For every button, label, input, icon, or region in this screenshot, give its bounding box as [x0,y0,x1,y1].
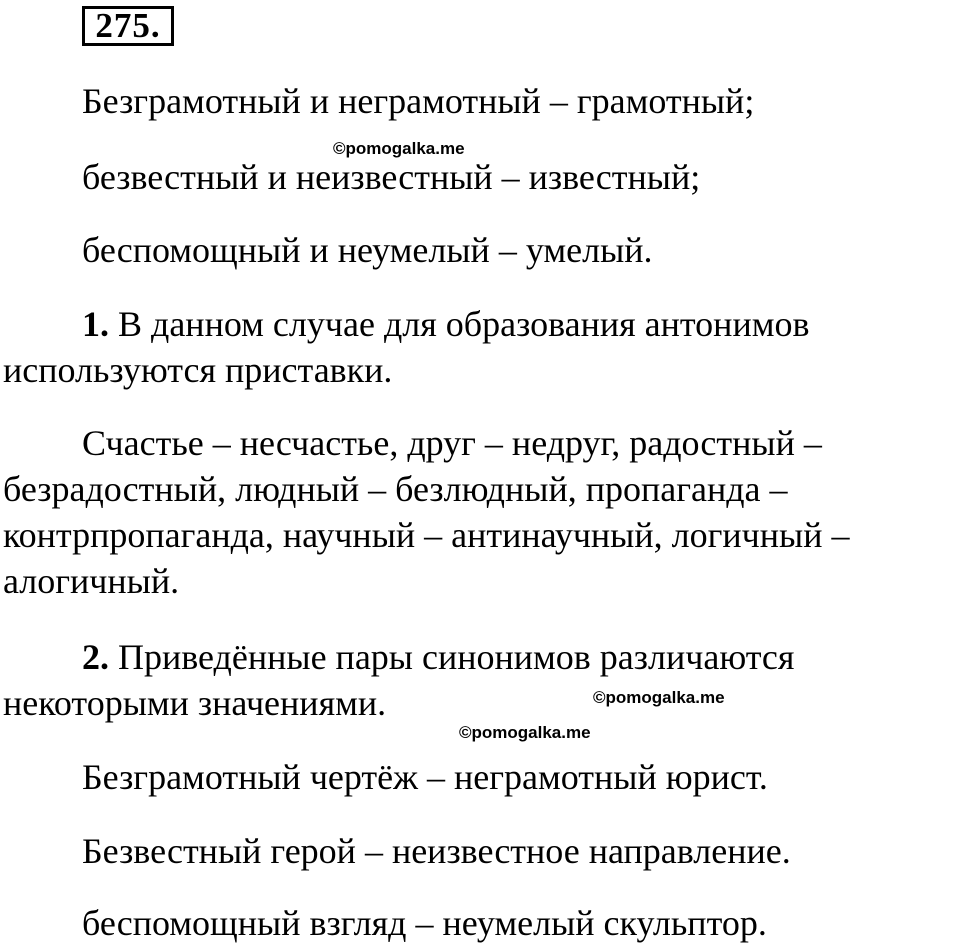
point-2-label: 2. [82,637,109,677]
point-2-text: Приведённые пары синонимов различаются некоторыми значениями. [3,637,795,723]
task-number: 275. [82,6,174,46]
antonym-line-3: беспомощный и неумелый – умелый. [82,230,653,270]
point-1-label: 1. [82,304,109,344]
antonym-line-2: безвестный и неизвестный – известный; [82,157,701,197]
point-1-paragraph [3,301,953,393]
watermark-3: ©pomogalka.me [459,723,591,742]
examples-paragraph: Счастье – несчастье, друг – недруг, радостный – безрадостный, людный – безлюдный, пропаганда – контрпропаганда, научный – антинаучный, логичный – алогичный. [3,423,850,601]
point-2-paragraph [3,634,953,726]
antonym-line-1: Безграмотный и неграмотный – грамотный; [82,81,755,121]
watermark-2: ©pomogalka.me [593,688,725,707]
synonym-pair-2: Безвестный герой – неизвестное направление. [82,831,791,871]
watermark-1: ©pomogalka.me [333,139,465,158]
synonym-pair-1: Безграмотный чертёж – неграмотный юрист. [82,757,768,797]
point-1-text: В данном случае для образования антонимов используются приставки. [3,304,810,390]
synonym-pair-3: беспомощный взгляд – неумелый скульптор. [82,903,767,943]
